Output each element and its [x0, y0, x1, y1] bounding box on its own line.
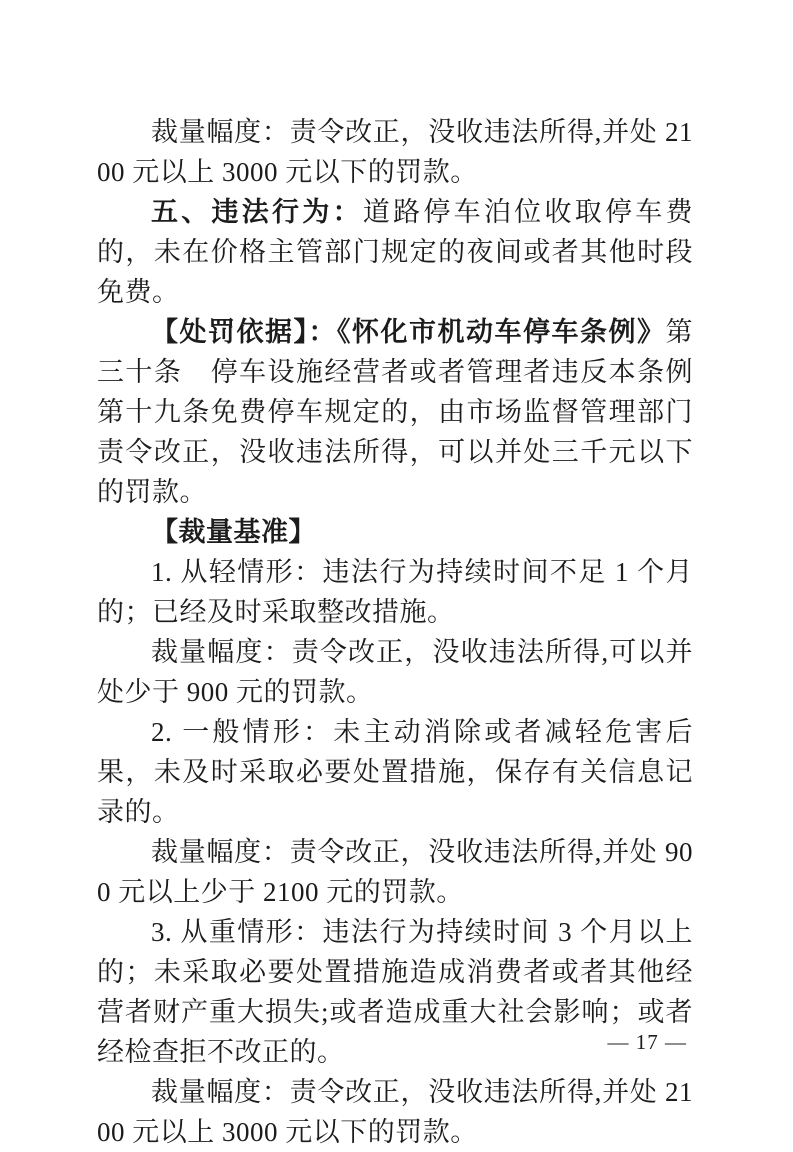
body-text: 3. 从重情形：违法行为持续时间 3 个月以上的；未采取必要处置措施造成消费者或者其他经营者财产重大损失;或者造成重大社会影响；或者经检查拒不改正的。	[97, 917, 693, 1067]
body-text: 2. 一般情形：未主动消除或者减轻危害后果，未及时采取必要处置措施，保存有关信息记录的。	[97, 717, 693, 827]
heading-text: 【裁量基准】	[151, 517, 316, 547]
heading-text: 【处罚依据】：《怀化市机动车停车条例》	[151, 317, 666, 347]
para-general-circumstance	[97, 712, 693, 832]
body-text: 裁量幅度：责令改正，没收违法所得,并处 900 元以上少于 2100 元的罚款。	[97, 837, 693, 907]
para-lenient-range	[97, 632, 693, 712]
para-violation-item-5	[97, 192, 693, 312]
para-penalty-basis	[97, 312, 693, 512]
para-severe-circumstance	[97, 912, 693, 1072]
body-text: 裁量幅度：责令改正，没收违法所得,并处 2100 元以上 3000 元以下的罚款。	[97, 117, 693, 187]
body-text: 道路停车泊位收取停车费的，未在价格主管部门规定的夜间或者其他时段免费。	[97, 197, 694, 307]
para-severe-range	[97, 1072, 693, 1152]
page-number: — 17 —	[607, 1030, 687, 1054]
para-general-range	[97, 832, 693, 912]
heading-text: 五、违法行为：	[151, 197, 363, 227]
body-text: 裁量幅度：责令改正，没收违法所得,可以并处少于 900 元的罚款。	[97, 637, 693, 707]
body-text: 1. 从轻情形：违法行为持续时间不足 1 个月的；已经及时采取整改措施。	[97, 557, 693, 627]
body-text: 第三十条 停车设施经营者或者管理者违反本条例第十九条免费停车规定的，由市场监督管理部门责令改正，没收违法所得，可以并处三千元以下的罚款。	[97, 317, 693, 507]
para-discretion-range-carryover	[97, 112, 693, 192]
body-text: 裁量幅度：责令改正，没收违法所得,并处 2100 元以上 3000 元以下的罚款。	[97, 1077, 693, 1147]
document-body	[97, 112, 693, 1152]
para-lenient-circumstance	[97, 552, 693, 632]
para-discretion-benchmark-heading	[97, 512, 693, 552]
